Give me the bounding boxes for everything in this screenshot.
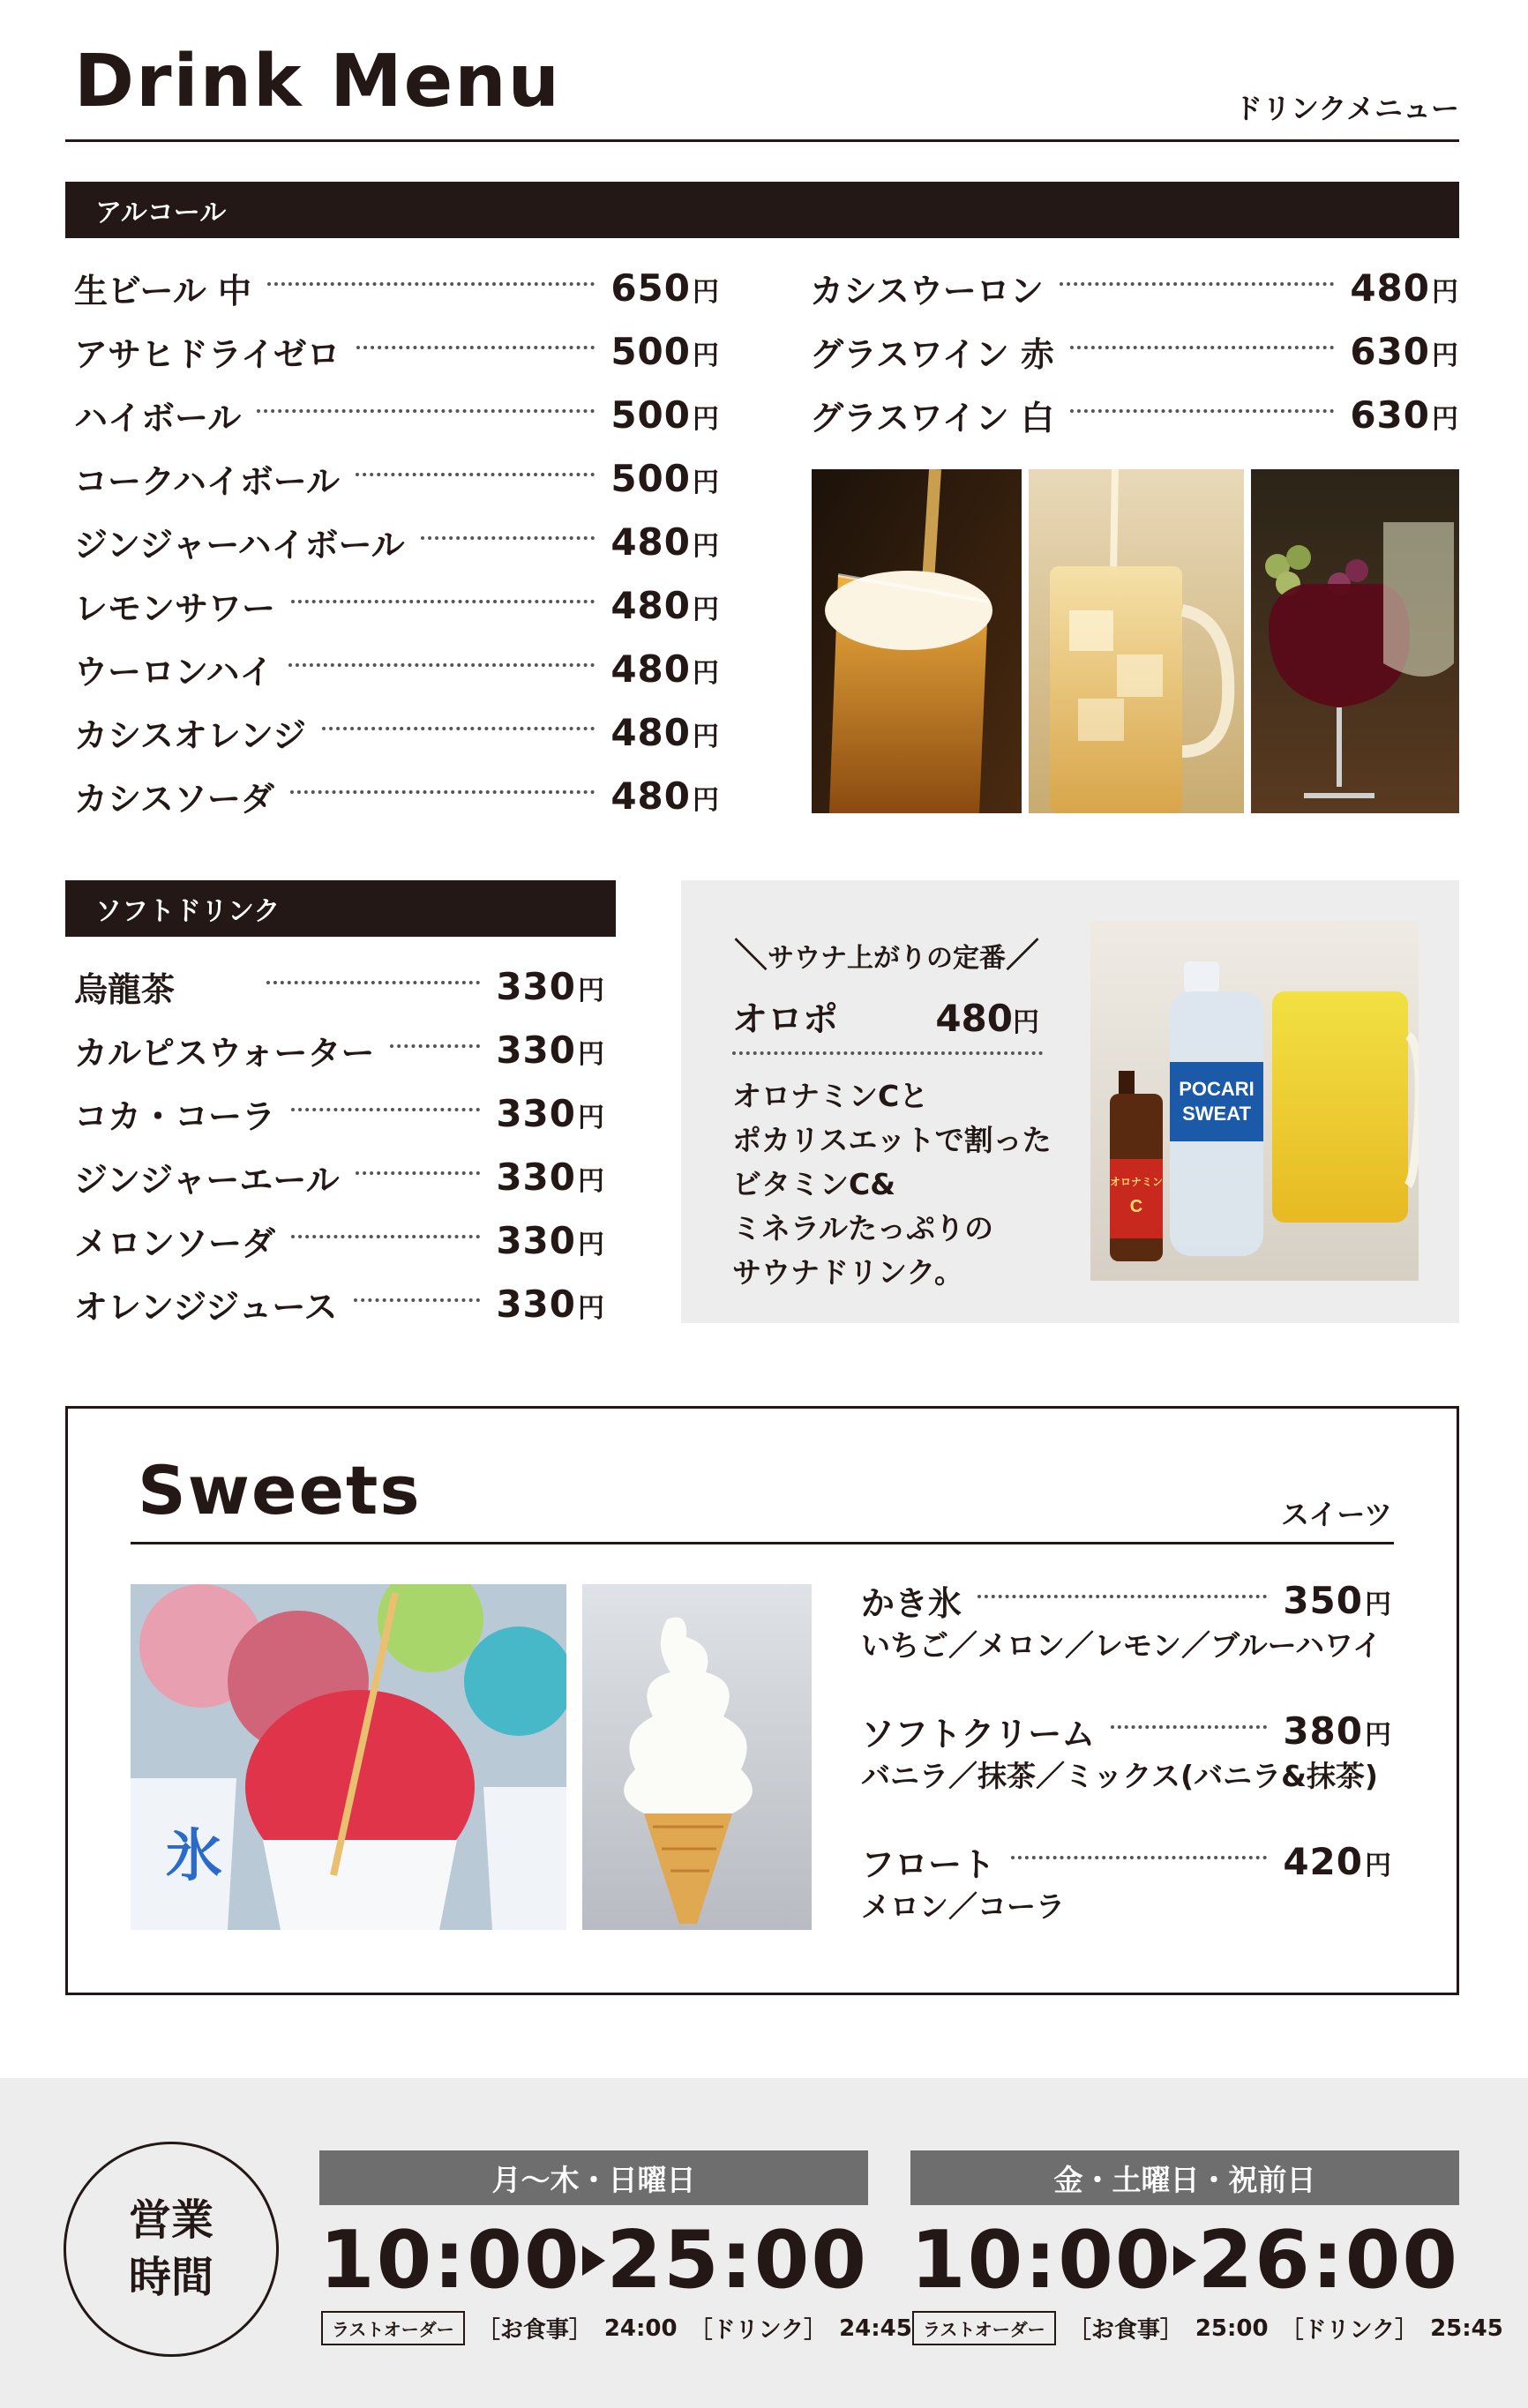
pocari-label-line1: POCARI xyxy=(1179,1078,1255,1100)
yen-mark: 円 xyxy=(1432,276,1459,308)
yen-mark: 円 xyxy=(693,721,720,752)
item-price xyxy=(496,1028,605,1072)
item-price xyxy=(1283,1579,1392,1622)
leader-dots xyxy=(354,1298,481,1302)
leader-dots xyxy=(1070,346,1334,349)
yen-mark: 円 xyxy=(578,1102,605,1133)
item-name: フロート xyxy=(861,1844,996,1884)
food-label: ［お食事］ xyxy=(1067,2317,1183,2344)
item-price xyxy=(1350,393,1459,437)
weekday-open-time: 10:00 xyxy=(319,2214,581,2307)
sauna-item-price xyxy=(935,997,1039,1040)
hours-badge-line: 営業 xyxy=(129,2195,214,2246)
menu-item xyxy=(74,1145,605,1208)
item-price xyxy=(610,584,720,627)
item-name: グラスワイン 赤 xyxy=(810,334,1054,374)
item-price xyxy=(1350,330,1459,373)
sauna-item xyxy=(732,991,1039,1042)
price-value: 330 xyxy=(496,1028,576,1072)
weekend-close-time: 26:00 xyxy=(1197,2214,1459,2307)
menu-item xyxy=(74,446,720,510)
yen-mark: 円 xyxy=(578,975,605,1006)
leader-dots xyxy=(1060,282,1334,286)
weekday-last-order xyxy=(321,2311,912,2345)
price-value: 330 xyxy=(496,1282,576,1326)
leader-dots xyxy=(266,981,480,984)
leader-dots xyxy=(1011,1856,1267,1859)
price-value: 500 xyxy=(610,329,691,373)
price-value: 480 xyxy=(935,997,1013,1040)
item-price xyxy=(610,266,720,310)
leader-dots xyxy=(291,1235,480,1238)
price-value: 480 xyxy=(1350,265,1430,310)
item-price xyxy=(610,711,720,754)
price-value: 480 xyxy=(610,647,691,691)
item-price xyxy=(496,1092,605,1135)
item-options: いちご／メロン／レモン／ブルーハワイ xyxy=(861,1628,1382,1663)
weekday-bar xyxy=(319,2150,868,2205)
leader-dots xyxy=(267,282,595,286)
item-name: ハイボール xyxy=(74,398,242,437)
soft-list xyxy=(74,954,605,1335)
weekend-open-time: 10:00 xyxy=(910,2214,1172,2307)
description-line: オロナミンCと xyxy=(732,1079,929,1113)
yen-mark: 円 xyxy=(1013,1007,1039,1038)
menu-item xyxy=(810,256,1459,319)
leader-dots xyxy=(1111,1725,1267,1729)
menu-item xyxy=(74,256,720,319)
item-price xyxy=(496,1219,605,1262)
leader-dots xyxy=(390,1044,480,1048)
yen-mark: 円 xyxy=(693,403,720,435)
title-divider xyxy=(65,139,1459,142)
price-value: 420 xyxy=(1283,1839,1363,1883)
yen-mark: 円 xyxy=(693,467,720,498)
soft-section-label: ソフトドリンク xyxy=(95,896,281,927)
item-price xyxy=(610,520,720,564)
item-price xyxy=(610,457,720,500)
price-value: 330 xyxy=(496,1218,576,1262)
price-value: 380 xyxy=(1283,1709,1363,1753)
price-value: 480 xyxy=(610,710,691,754)
last-order-label: ラストオーダー xyxy=(912,2311,1056,2345)
sauna-item-name: オロポ xyxy=(732,999,838,1040)
leader-dots xyxy=(322,727,595,730)
sweets-list xyxy=(861,1577,1392,1969)
yen-mark: 円 xyxy=(1432,340,1459,371)
description-line: ビタミンC& xyxy=(732,1167,895,1201)
leader-dots xyxy=(291,1108,480,1111)
sweets-divider xyxy=(131,1542,1394,1544)
page-title: Drink Menu xyxy=(74,40,562,123)
yen-mark: 円 xyxy=(1365,1850,1392,1881)
alcohol-list-right xyxy=(810,256,1459,446)
food-label: ［お食事］ xyxy=(476,2317,592,2344)
arrow-right-icon xyxy=(1173,2246,1196,2276)
sweets-item-row xyxy=(861,1708,1392,1754)
item-price xyxy=(1350,266,1459,310)
slash-left-icon: ＼ xyxy=(734,936,768,975)
item-name: ジンジャーハイボール xyxy=(74,525,405,565)
leader-dots xyxy=(356,473,595,476)
yen-mark: 円 xyxy=(578,1229,605,1260)
arrow-right-icon xyxy=(582,2246,605,2276)
yen-mark: 円 xyxy=(1432,403,1459,435)
sauna-tagline xyxy=(734,928,1039,976)
price-value: 330 xyxy=(496,1155,576,1199)
item-name: かき氷 xyxy=(861,1583,962,1623)
sweets-item xyxy=(861,1838,1392,1969)
sweets-item-row xyxy=(861,1577,1392,1623)
item-name: ジンジャーエール xyxy=(74,1160,340,1200)
price-value: 500 xyxy=(610,393,691,437)
menu-item xyxy=(74,1272,605,1335)
slash-right-icon: ／ xyxy=(1006,936,1040,975)
yen-mark: 円 xyxy=(693,657,720,689)
item-price xyxy=(496,965,605,1008)
sauna-description xyxy=(732,1074,1052,1295)
yen-mark: 円 xyxy=(578,1165,605,1197)
food-time: 24:00 xyxy=(603,2315,678,2342)
description-line: ミネラルたっぷりの xyxy=(732,1211,994,1245)
menu-item xyxy=(74,1018,605,1081)
price-value: 630 xyxy=(1350,329,1430,373)
food-time: 25:00 xyxy=(1195,2315,1269,2342)
alcohol-section-label: アルコール xyxy=(95,198,227,228)
item-price xyxy=(610,393,720,437)
price-value: 330 xyxy=(496,964,576,1008)
menu-item xyxy=(74,1208,605,1272)
yen-mark: 円 xyxy=(693,594,720,625)
menu-item xyxy=(74,954,605,1018)
leader-dots xyxy=(356,346,595,349)
item-price xyxy=(610,774,720,818)
alcohol-list-left xyxy=(74,256,720,827)
item-price xyxy=(496,1155,605,1199)
oropo-photo xyxy=(1090,921,1419,1281)
leader-dots xyxy=(290,790,595,794)
item-price xyxy=(610,647,720,691)
item-name: ウーロンハイ xyxy=(74,652,273,692)
leader-dots xyxy=(356,1171,481,1175)
sweets-item-row xyxy=(861,1838,1392,1884)
alcohol-section-bar xyxy=(65,182,1459,238)
drink-label: ［ドリンク］ xyxy=(1280,2317,1419,2344)
sweets-item xyxy=(861,1708,1392,1838)
item-price xyxy=(1283,1709,1392,1753)
item-name: カルピスウォーター xyxy=(74,1033,375,1073)
kakigori-photo xyxy=(131,1584,566,1930)
yen-mark: 円 xyxy=(693,276,720,308)
leader-dots xyxy=(1070,409,1334,413)
leader-dots xyxy=(977,1595,1267,1598)
price-value: 500 xyxy=(610,456,691,500)
price-value: 480 xyxy=(610,583,691,627)
weekend-times xyxy=(910,2214,1459,2307)
drink-time: 24:45 xyxy=(839,2315,912,2342)
menu-item xyxy=(74,573,720,637)
item-name: オレンジジュース xyxy=(74,1287,338,1327)
price-value: 480 xyxy=(610,520,691,564)
weekend-last-order xyxy=(912,2311,1503,2345)
item-name: グラスワイン 白 xyxy=(810,398,1054,437)
yen-mark: 円 xyxy=(693,340,720,371)
description-line: ポカリスエットで割った xyxy=(732,1123,1052,1157)
menu-item xyxy=(74,510,720,573)
hours-badge xyxy=(64,2142,279,2357)
wine-photo xyxy=(1251,469,1459,813)
soft-cream-photo xyxy=(582,1584,812,1930)
item-name: 烏龍茶 xyxy=(74,969,176,1009)
menu-item xyxy=(810,383,1459,446)
leader-dots xyxy=(257,409,595,413)
sweets-item xyxy=(861,1577,1392,1708)
page-subtitle: ドリンクメニュー xyxy=(1233,92,1459,125)
sauna-divider xyxy=(732,1051,1043,1055)
pocari-label-line2: SWEAT xyxy=(1182,1103,1251,1125)
last-order-label: ラストオーダー xyxy=(321,2311,465,2345)
weekend-days: 金・土曜日・祝前日 xyxy=(1053,2162,1316,2197)
menu-item xyxy=(74,700,720,764)
leader-dots xyxy=(288,663,595,667)
beer-photo xyxy=(812,469,1022,813)
item-name: レモンサワー xyxy=(74,588,276,628)
menu-item xyxy=(74,1081,605,1145)
sweets-title: Sweets xyxy=(138,1451,422,1529)
oronamin-c-label: C xyxy=(1129,1197,1143,1216)
yen-mark: 円 xyxy=(693,530,720,562)
drink-label: ［ドリンク］ xyxy=(689,2317,828,2344)
menu-item xyxy=(74,764,720,827)
soft-section-bar xyxy=(65,880,616,937)
item-name: コカ・コーラ xyxy=(74,1096,276,1136)
item-name: カシスオレンジ xyxy=(74,715,306,755)
weekend-bar xyxy=(910,2150,1459,2205)
price-value: 350 xyxy=(1283,1578,1363,1622)
leader-dots xyxy=(421,536,595,540)
highball-photo xyxy=(1029,469,1244,813)
leader-dots xyxy=(291,600,595,603)
item-name: カシスソーダ xyxy=(74,779,274,819)
yen-mark: 円 xyxy=(1365,1589,1392,1620)
item-name: アサヒドライゼロ xyxy=(74,334,341,374)
price-value: 330 xyxy=(496,1091,576,1135)
menu-item xyxy=(74,319,720,383)
menu-item xyxy=(74,383,720,446)
hours-badge-line: 時間 xyxy=(129,2253,214,2302)
item-name: コークハイボール xyxy=(74,461,340,501)
item-name: 生ビール 中 xyxy=(74,271,251,310)
yen-mark: 円 xyxy=(1365,1719,1392,1751)
yen-mark: 円 xyxy=(693,784,720,816)
item-name: カシスウーロン xyxy=(810,271,1044,310)
description-line: サウナドリンク。 xyxy=(732,1255,964,1290)
item-options: メロン／コーラ xyxy=(861,1889,1065,1924)
price-value: 650 xyxy=(610,265,691,310)
yen-mark: 円 xyxy=(578,1292,605,1324)
item-price xyxy=(610,330,720,373)
item-options: バニラ／抹茶／ミックス(バニラ&抹茶) xyxy=(861,1759,1378,1793)
item-name: メロンソーダ xyxy=(74,1223,276,1263)
oronamin-label: オロナミン xyxy=(1109,1176,1164,1188)
item-price xyxy=(496,1283,605,1326)
weekday-times xyxy=(319,2214,868,2307)
price-value: 630 xyxy=(1350,393,1430,437)
item-name: ソフトクリーム xyxy=(861,1714,1096,1754)
menu-item xyxy=(810,319,1459,383)
item-price xyxy=(1283,1840,1392,1883)
weekday-days: 月〜木・日曜日 xyxy=(491,2162,696,2197)
weekday-close-time: 25:00 xyxy=(606,2214,868,2307)
sauna-tagline-text: サウナ上がりの定番 xyxy=(768,943,1007,974)
sweets-subtitle: スイーツ xyxy=(1281,1498,1393,1531)
drink-time: 25:45 xyxy=(1430,2315,1503,2342)
menu-item xyxy=(74,637,720,700)
price-value: 480 xyxy=(610,774,691,818)
ice-cup-text: 氷 xyxy=(166,1824,222,1889)
hours-badge-text xyxy=(129,2192,213,2307)
yen-mark: 円 xyxy=(578,1038,605,1070)
